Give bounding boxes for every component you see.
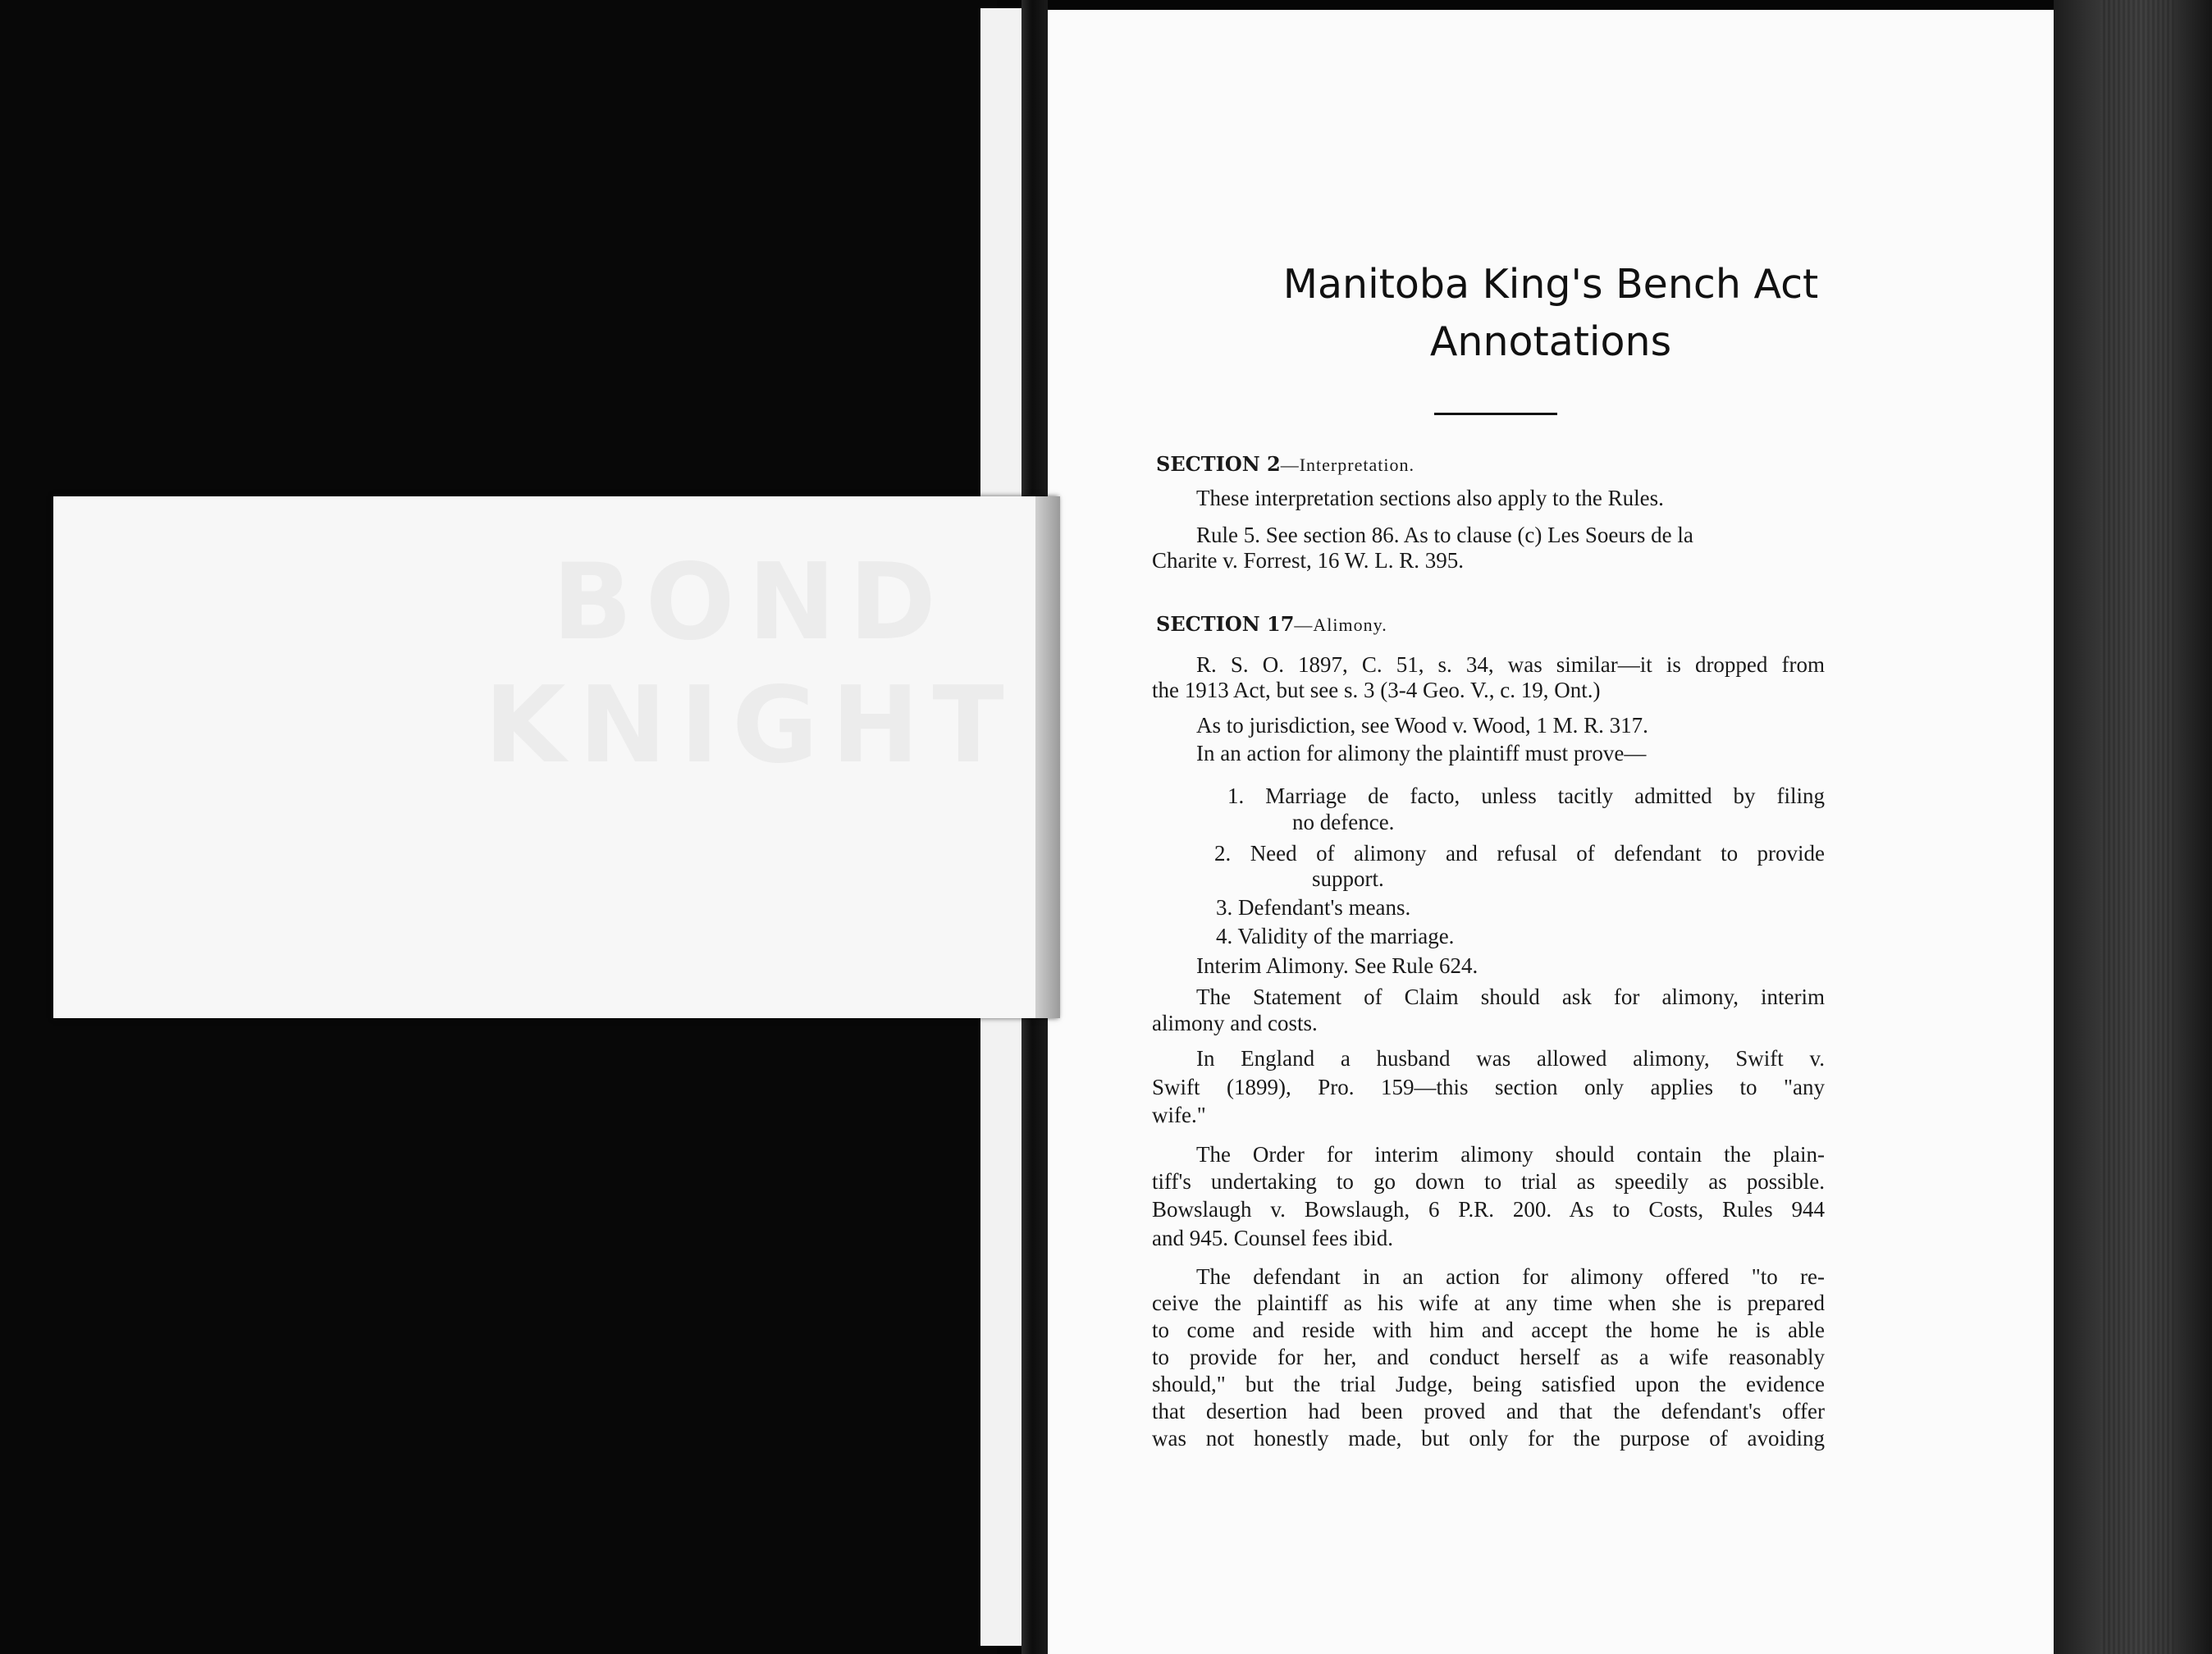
section-17-line: As to jurisdiction, see Wood v. Wood, 1 M. R. 317. — [1196, 713, 1648, 738]
section-17-line: alimony and costs. — [1152, 1011, 1318, 1035]
paragraph-line: The defendant in an action for alimony offered "to re- — [1196, 1264, 1825, 1289]
paragraph-line: The Order for interim alimony should contain the plain- — [1196, 1142, 1825, 1167]
page-title-line2: Annotations — [1429, 318, 1672, 365]
paragraph-line: In England a husband was allowed alimony, Swift v. — [1196, 1046, 1825, 1071]
title-rule — [1434, 413, 1557, 415]
section-17-line: The Statement of Claim should ask for alimony, interim — [1196, 985, 1825, 1009]
paragraph-line: should," but the trial Judge, being satisfied upon the evidence — [1152, 1372, 1825, 1396]
page-title-line1: Manitoba King's Bench Act — [1282, 261, 1819, 308]
paper-slip — [53, 496, 1058, 1018]
paragraph-line: that desertion had been proved and that the defendant's offer — [1152, 1399, 1825, 1423]
paper-slip-edge — [1035, 496, 1060, 1018]
slip-ghost-text: BOND KNIGHT — [484, 541, 1017, 787]
section-17-line: the 1913 Act, but see s. 3 (3-4 Geo. V., c. 19, Ont.) — [1152, 678, 1601, 702]
list-item-continuation: support. — [1312, 866, 1384, 891]
list-item: 2. Need of alimony and refusal of defendant to provide — [1214, 841, 1825, 866]
section-2-heading: SECTION 2—Interpretation. — [1156, 452, 1414, 476]
book-edge-pages — [2100, 0, 2174, 1654]
section-2-line: Rule 5. See section 86. As to clause (c) Les Soeurs de la — [1196, 523, 1693, 547]
paragraph-line: was not honestly made, but only for the purpose of avoiding — [1152, 1426, 1825, 1451]
section-17-line: Interim Alimony. See Rule 624. — [1196, 953, 1478, 978]
section-2-line: Charite v. Forrest, 16 W. L. R. 395. — [1152, 548, 1464, 573]
section-17-line: R. S. O. 1897, C. 51, s. 34, was similar—it is dropped from — [1196, 652, 1825, 677]
section-2-line: These interpretation sections also apply to the Rules. — [1196, 486, 1664, 510]
paragraph-line: to provide for her, and conduct herself as a wife reasonably — [1152, 1345, 1825, 1369]
paragraph-line: wife." — [1152, 1103, 1206, 1127]
paragraph-line: tiff's undertaking to go down to trial as speedily as possible. — [1152, 1169, 1825, 1194]
list-item: 4. Validity of the marriage. — [1216, 924, 1455, 948]
paragraph-line: ceive the plaintiff as his wife at any time when she is prepared — [1152, 1291, 1825, 1315]
paragraph-line: and 945. Counsel fees ibid. — [1152, 1226, 1393, 1250]
paragraph-line: Bowslaugh v. Bowslaugh, 6 P.R. 200. As to Costs, Rules 944 — [1152, 1197, 1825, 1222]
section-17-line: In an action for alimony the plaintiff must prove— — [1196, 741, 1647, 765]
section-17-heading: SECTION 17—Alimony. — [1156, 612, 1387, 636]
list-item-continuation: no defence. — [1292, 810, 1395, 834]
list-item: 1. Marriage de facto, unless tacitly admitted by filing — [1227, 784, 1825, 808]
list-item: 3. Defendant's means. — [1216, 895, 1411, 920]
paragraph-line: Swift (1899), Pro. 159—this section only applies to "any — [1152, 1075, 1825, 1099]
paragraph-line: to come and reside with him and accept the home he is able — [1152, 1318, 1825, 1342]
